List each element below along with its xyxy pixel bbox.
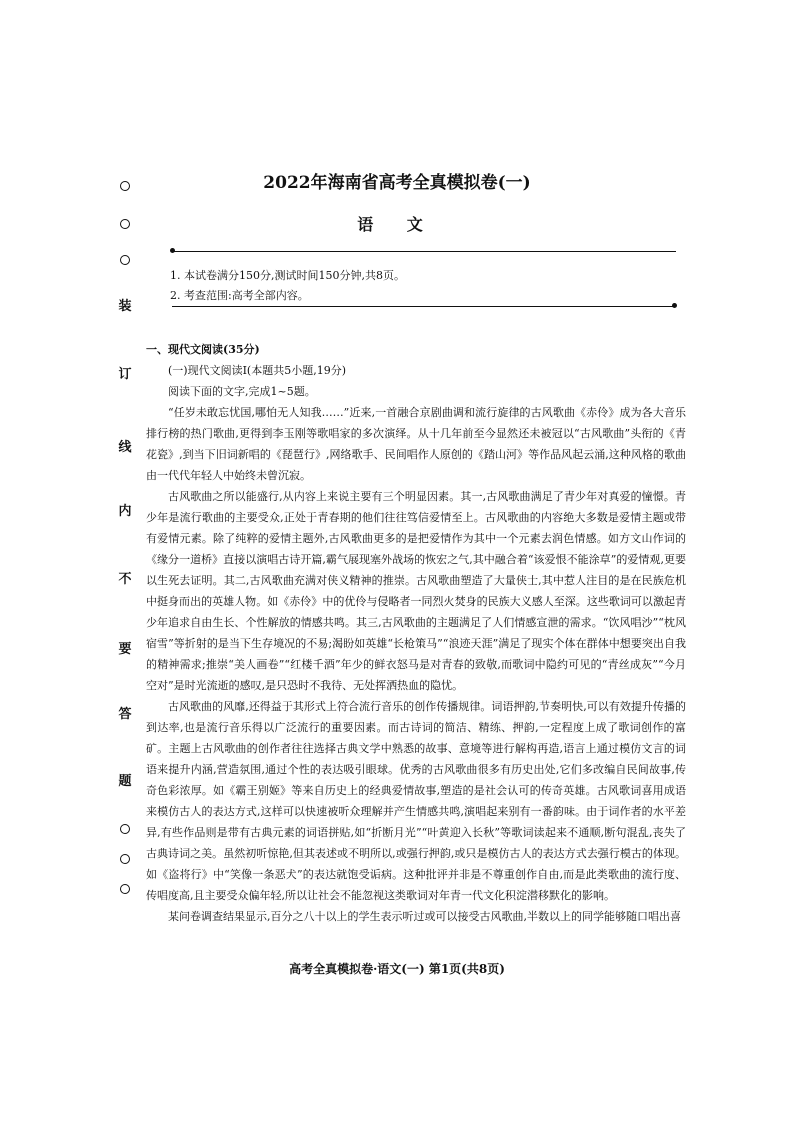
rule-dot <box>672 303 677 308</box>
binding-label: 要 <box>118 642 132 657</box>
exam-title: 2022年海南省高考全真模拟卷(一) <box>263 173 531 193</box>
binding-circle <box>110 883 140 898</box>
binding-circle <box>110 853 140 868</box>
subsection-heading: (一)现代文阅读Ⅰ(本题共5小题,19分) <box>168 364 347 377</box>
binding-label: 订 <box>118 367 132 382</box>
note-item: 2. 考查范围:高考全部内容。 <box>170 289 309 302</box>
passage-paragraph: 古风歌曲之所以能盛行,从内容上来说主要有三个明显因素。其一,古风歌曲满足了青少年对真爱的憧憬。青少年是流行歌曲的主要受众,正处于青春期的他们往往笃信爱情至上。古风歌曲的内容绝大多数是爱情主题或带有爱情元素。除了纯粹的爱情主题外,古风歌曲更多的是把爱情作为其中一个元素去润色情感。如方文山作词的《缘分一道桥》直接以演唱古诗开篇,霸气展现塞外战场的恢宏之气,其中融合着“该爱恨不能涂草”的爱情观,更要以生死去证明。其二,古风歌曲充满对侠义精神的推崇。古风歌曲塑造了大量侠士,其中惹人注目的是在民族危机中挺身而出的英雄人物。如《赤伶》中的优伶与侵略者一同烈火焚身的民族大义感人至深。这些歌词可以激起青少年追求自由生长、个性解放的情感共鸣。其三,古风歌曲的主题满足了人们情感宣泄的需求。“饮风唱沙”“枕风宿雪”等折射的是当下生存境况的不易;渴盼如英雄“长枪策马”“浪迹天涯”满足了现实个体在群体中想要突出自我的精神需求;推崇“美人画卷”“红楼千酒”年少的鲜衣怒马是对青春的致敬,而歌词中隐约可见的“青丝成灰”“今月空对”是时光流逝的感叹,是只恐时不我待、无处挥洒热血的隐忧。 <box>146 490 686 692</box>
instruction: 阅读下面的文字,完成1~5题。 <box>168 385 316 398</box>
passage-paragraph: “任岁未敢忘忧国,哪怕无人知我……”近来,一首融合京剧曲调和流行旋律的古风歌曲《赤伶》成为各大音乐排行榜的热门歌曲,更得到李玉刚等歌唱家的多次演绎。从十几年前至今显然还未被冠以“古风歌曲”头衔的《青花瓷》,到当下旧词新唱的《琵琶行》,网络歌手、民间唱作人原创的《踏山河》等作品风起云涌,这种风格的歌曲由一代代年轻人中始终未曾沉寂。 <box>146 406 686 482</box>
passage-paragraph: 某问卷调查结果显示,百分之八十以上的学生表示听过或可以接受古风歌曲,半数以上的同学能够随口唱出喜 <box>168 910 681 923</box>
binding-label: 答 <box>118 707 132 722</box>
binding-label: 线 <box>118 440 132 455</box>
reading-section <box>146 339 686 927</box>
note-item: 1. 本试卷满分150分,测试时间150分钟,共8页。 <box>170 269 405 282</box>
binding-label: 装 <box>118 299 132 314</box>
passage-paragraph: 古风歌曲的风靡,还得益于其形式上符合流行音乐的创作传播规律。词语押韵,节奏明快,可以有效提升传播的到达率,也是流行音乐得以广泛流行的重要因素。而古诗词的简洁、精练、押韵,一定程度上成了歌词创作的富矿。主题上古风歌曲的创作者往往选择古典文学中熟悉的故事、意境等进行解构再造,语言上通过模仿文言的词语来提升内涵,营造氛围,通过个性的表达吸引眼球。优秀的古风歌曲很多有历史出处,它们多改编自民间故事,传奇色彩浓厚。如《霸王别姬》等来自历史上的经典爱情故事,塑造的是社会认可的传奇英雄。古风歌词喜用成语来模仿古人的表达方式,这样可以快速被听众理解并产生情感共鸣,演唱起来别有一番韵味。由于词作者的水平差异,有些作品则是带有古典元素的词语拼贴,如“折断月光”“叶黄迎入长秋”等歌词读起来不通顺,断句混乱,丧失了古典诗词之美。虽然初听惊艳,但其表述或不明所以,或强行押韵,或只是模仿古人的表达方式去强行模古的体现。如《盗将行》中“笑像一条恶犬”的表达就饱受诟病。这种批评并非是不尊重创作自由,而是此类歌曲的流行度、传唱度高,且主要受众偏年轻,所以让社会不能忽视这类歌词对年青一代文化积淀潜移默化的影响。 <box>146 700 686 902</box>
binding-label: 内 <box>118 504 132 519</box>
binding-label: 不 <box>118 572 132 587</box>
exam-notes <box>170 266 405 306</box>
rule-dot <box>170 248 175 253</box>
bottom-rule <box>172 306 676 307</box>
top-rule <box>172 251 676 252</box>
binding-circle <box>110 823 140 838</box>
subject-title: 语 文 <box>357 215 437 234</box>
page-footer: 高考全真模拟卷·语文(一) 第1页(共8页) <box>289 962 505 976</box>
section-heading: 一、现代文阅读(35分) <box>146 343 260 356</box>
binding-circle <box>110 254 140 269</box>
binding-label: 题 <box>118 774 132 789</box>
